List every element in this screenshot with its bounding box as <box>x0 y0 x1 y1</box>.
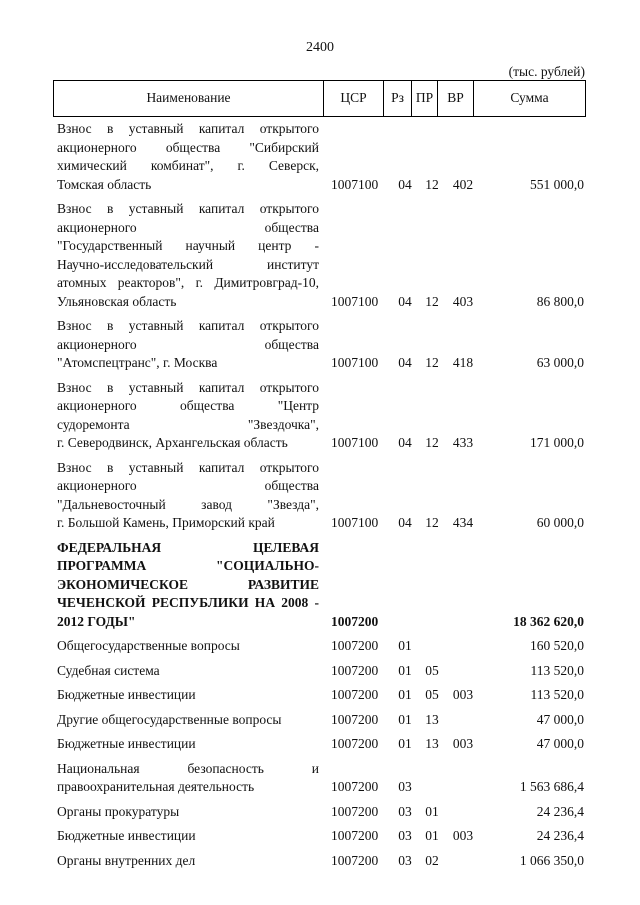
row-vr <box>445 803 481 828</box>
row-sum: 160 520,0 <box>530 638 584 653</box>
row-name <box>53 317 319 379</box>
row-sum: 24 236,4 <box>536 803 584 819</box>
table-row <box>53 662 586 687</box>
row-name-line: Другие общегосударственные вопросы <box>57 711 282 727</box>
row-rz: 03 <box>398 779 412 794</box>
row-sum: 63 000,0 <box>536 355 584 370</box>
row-sum: 86 800,0 <box>536 293 584 309</box>
row-rz: 04 <box>398 435 412 450</box>
row-name-line: правоохранительная деятельность <box>57 779 255 794</box>
row-name-line: ЧЕЧЕНСКОЙ РЕСПУБЛИКИ НА 2008 - <box>57 595 319 610</box>
table-row <box>53 459 586 539</box>
row-name-line: Взнос в уставный капитал открытого <box>57 121 319 136</box>
row-vr: 434 <box>452 515 474 530</box>
table-row <box>53 852 586 877</box>
row-pr: 12 <box>425 355 439 370</box>
row-sum: 1 563 686,4 <box>519 779 584 794</box>
row-name <box>53 827 319 852</box>
row-sum: 113 520,0 <box>530 687 584 702</box>
row-csr: 1007200 <box>331 687 379 702</box>
row-rz: 01 <box>398 662 412 678</box>
row-name-line: судоремонта "Звездочка", <box>57 416 319 432</box>
row-pr: 12 <box>425 435 439 450</box>
row-pr: 05 <box>425 662 439 678</box>
row-csr: 1007200 <box>331 711 379 727</box>
row-rz: 04 <box>398 176 412 192</box>
row-vr: 402 <box>452 176 474 192</box>
row-csr: 1007200 <box>331 662 379 678</box>
row-pr: 12 <box>425 515 439 530</box>
row-pr: 12 <box>425 176 439 192</box>
row-name-line: г. Северодвинск, Архангельская область <box>57 435 288 450</box>
table-header <box>53 80 586 116</box>
row-pr: 01 <box>425 803 439 819</box>
row-name-line: ПРОГРАММА "СОЦИАЛЬНО- <box>57 558 319 573</box>
row-name-line: 2012 ГОДЫ" <box>57 613 136 629</box>
row-rz: 04 <box>398 515 412 530</box>
row-pr: 02 <box>425 852 439 868</box>
row-name-line: Взнос в уставный капитал открытого <box>57 459 319 475</box>
row-vr: 003 <box>452 736 474 751</box>
row-pr: 13 <box>425 736 439 751</box>
row-pr <box>419 539 445 638</box>
row-pr <box>419 637 445 662</box>
table-row <box>53 735 586 760</box>
table-row <box>53 637 586 662</box>
row-name-line: "Государственный научный центр - <box>57 238 319 253</box>
row-sum: 18 362 620,0 <box>513 613 584 629</box>
row-csr: 1007200 <box>331 803 379 819</box>
table-row <box>53 317 586 379</box>
row-pr: 05 <box>425 687 439 702</box>
row-rz: 01 <box>398 638 412 653</box>
row-name-line: Бюджетные инвестиции <box>57 828 196 843</box>
row-name-line: ФЕДЕРАЛЬНАЯ ЦЕЛЕВАЯ <box>57 539 319 555</box>
row-name-line: Общегосударственные вопросы <box>57 638 240 653</box>
row-name <box>53 760 319 803</box>
row-name <box>53 637 319 662</box>
row-csr: 1007200 <box>331 638 379 653</box>
row-pr <box>419 760 445 803</box>
row-name <box>53 686 319 711</box>
table-row <box>53 711 586 736</box>
row-name-line: Судебная система <box>57 662 160 678</box>
row-rz: 03 <box>398 852 412 868</box>
row-name-line: атомных реакторов", г. Димитровград-10, <box>57 275 319 290</box>
row-pr: 01 <box>425 828 439 843</box>
table-row <box>53 539 586 638</box>
row-vr <box>445 711 481 736</box>
row-name-line: Органы внутренних дел <box>57 852 196 868</box>
table-row <box>53 803 586 828</box>
row-csr: 1007200 <box>331 736 379 751</box>
row-vr: 003 <box>452 687 474 702</box>
row-sum: 113 520,0 <box>530 662 584 678</box>
row-name <box>53 120 319 200</box>
row-sum: 1 066 350,0 <box>519 852 584 868</box>
row-pr: 13 <box>425 711 439 727</box>
row-rz: 04 <box>398 355 412 370</box>
table-row <box>53 686 586 711</box>
row-vr <box>445 852 481 877</box>
row-csr: 1007100 <box>331 515 379 530</box>
table-row <box>53 760 586 803</box>
row-name-line: Взнос в уставный капитал открытого <box>57 379 319 395</box>
row-name <box>53 711 319 736</box>
row-name-line: Национальная безопасность и <box>57 760 319 776</box>
row-vr <box>445 637 481 662</box>
row-sum: 171 000,0 <box>530 435 584 450</box>
row-rz: 03 <box>398 803 412 819</box>
row-csr: 1007200 <box>331 613 379 629</box>
row-sum: 60 000,0 <box>536 515 584 530</box>
row-name <box>53 200 319 317</box>
row-pr: 12 <box>425 293 439 309</box>
budget-table <box>53 120 586 876</box>
row-sum: 47 000,0 <box>536 711 584 727</box>
row-name <box>53 852 319 877</box>
row-name-line: Взнос в уставный капитал открытого <box>57 318 319 333</box>
row-name-line: г. Большой Камень, Приморский край <box>57 515 275 530</box>
row-name-line: Томская область <box>57 176 152 192</box>
header-pr: ПР <box>411 80 437 116</box>
table-row <box>53 200 586 317</box>
row-csr: 1007100 <box>331 176 379 192</box>
row-vr: 418 <box>452 355 474 370</box>
row-vr <box>445 662 481 687</box>
row-sum: 24 236,4 <box>536 828 584 843</box>
row-name-line: Бюджетные инвестиции <box>57 736 196 751</box>
row-rz: 03 <box>398 828 412 843</box>
row-name <box>53 735 319 760</box>
row-name-line: Органы прокуратуры <box>57 803 180 819</box>
row-name <box>53 539 319 638</box>
row-name-line: Взнос в уставный капитал открытого <box>57 201 319 216</box>
row-name-line: "Дальневосточный завод "Звезда", <box>57 496 319 512</box>
row-rz: 01 <box>398 711 412 727</box>
row-vr: 003 <box>452 828 474 843</box>
row-name-line: ЭКОНОМИЧЕСКОЕ РАЗВИТИЕ <box>57 576 319 592</box>
table-row <box>53 379 586 459</box>
row-csr: 1007100 <box>331 293 379 309</box>
row-name-line: акционерного общества <box>57 219 319 235</box>
row-sum: 47 000,0 <box>536 736 584 751</box>
row-name-line: Научно-исследовательский институт <box>57 256 319 272</box>
row-name-line: "Атомспецтранс", г. Москва <box>57 355 218 370</box>
row-vr <box>445 760 481 803</box>
row-csr: 1007100 <box>331 355 379 370</box>
row-name-line: акционерного общества "Сибирский <box>57 139 319 155</box>
header-rz: Рз <box>383 80 411 116</box>
row-sum: 551 000,0 <box>530 176 584 192</box>
row-csr: 1007200 <box>331 779 379 794</box>
table-row <box>53 120 586 200</box>
row-vr <box>445 539 481 638</box>
row-name-line: акционерного общества <box>57 336 319 352</box>
row-name <box>53 803 319 828</box>
row-rz <box>391 539 419 638</box>
row-csr: 1007200 <box>331 852 379 868</box>
row-name <box>53 459 319 539</box>
row-name-line: химический комбинат", г. Северск, <box>57 158 319 173</box>
row-name-line: акционерного общества <box>57 478 319 493</box>
row-name <box>53 379 319 459</box>
header-vr: ВР <box>437 80 473 116</box>
header-bottom-rule <box>53 116 586 117</box>
row-name <box>53 662 319 687</box>
units-label: (тыс. рублей) <box>508 64 585 79</box>
row-csr: 1007100 <box>331 435 379 450</box>
row-csr: 1007200 <box>331 828 379 843</box>
row-rz: 01 <box>398 687 412 702</box>
row-rz: 01 <box>398 736 412 751</box>
row-name-line: Бюджетные инвестиции <box>57 687 196 702</box>
row-name-line: Ульяновская область <box>57 293 177 309</box>
row-vr: 433 <box>452 435 474 450</box>
header-name: Наименование <box>53 80 323 116</box>
table-row <box>53 827 586 852</box>
row-name-line: акционерного общества "Центр <box>57 398 319 413</box>
header-csr: ЦСР <box>323 80 383 116</box>
row-vr: 403 <box>452 293 474 309</box>
page-number: 2400 <box>306 40 334 55</box>
row-rz: 04 <box>398 293 412 309</box>
header-sum: Сумма <box>473 80 586 116</box>
